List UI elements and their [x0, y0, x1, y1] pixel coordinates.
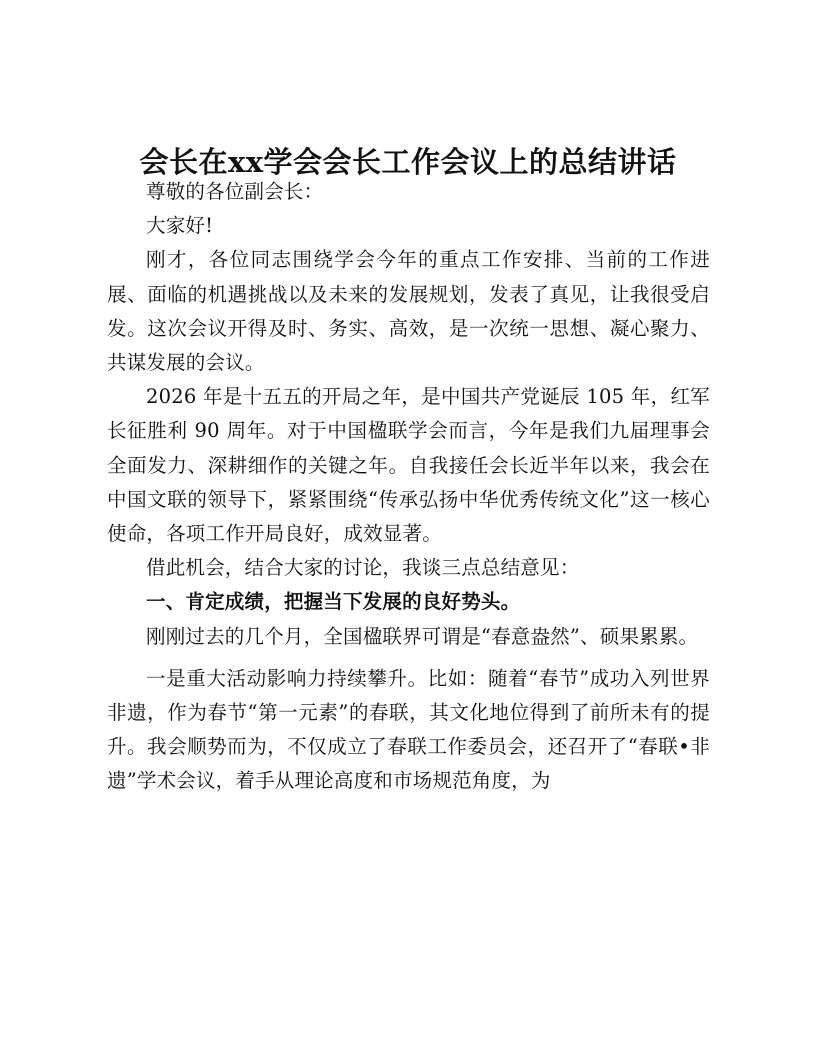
paragraph-transition: 借此机会，结合大家的讨论，我谈三点总结意见：: [146, 556, 580, 580]
document-body: [107, 175, 710, 799]
salutation: 尊敬的各位副会长：: [146, 180, 324, 203]
section-heading: 一、肯定成绩，把握当下发展的良好势头。: [146, 590, 521, 614]
paragraph-context: 2026 年是十五五的开局之年，是中国共产党诞辰 105 年，红军长征胜利 90 周年。对于中国楹联学会而言，今年是我们九届理事会全面发力、深耕细作的关键之年。自我接任会长近半年以来，我会在中国文联的领导下，紧紧围绕“传承弘扬中华优秀传统文化”这一核心使命，各项工作开局良好，成效显著。: [107, 385, 710, 546]
document-title: 会长在xx学会会长工作会议上的总结讲话: [139, 145, 677, 179]
greeting: 大家好!: [146, 214, 214, 238]
paragraph-activities: 一是重大活动影响力持续攀升。比如：随着“春节”成功入列世界非遗，作为春节“第一元素”的春联，其文化地位得到了前所未有的提升。我会顺势而为，不仅成立了春联工作委员会，还召开了“春联•非遗”学术会议，着手从理论高度和市场规范角度，为: [107, 666, 710, 793]
paragraph-achievements: 刚刚过去的几个月，全国楹联界可谓是“春意盎然”、硕果累累。: [146, 624, 699, 648]
paragraph-opening: 刚才，各位同志围绕学会今年的重点工作安排、当前的工作进展、面临的机遇挑战以及未来的发展规划，发表了真见，让我很受启发。这次会议开得及时、务实、高效，是一次统一思想、凝心聚力、共谋发展的会议。: [107, 248, 710, 375]
